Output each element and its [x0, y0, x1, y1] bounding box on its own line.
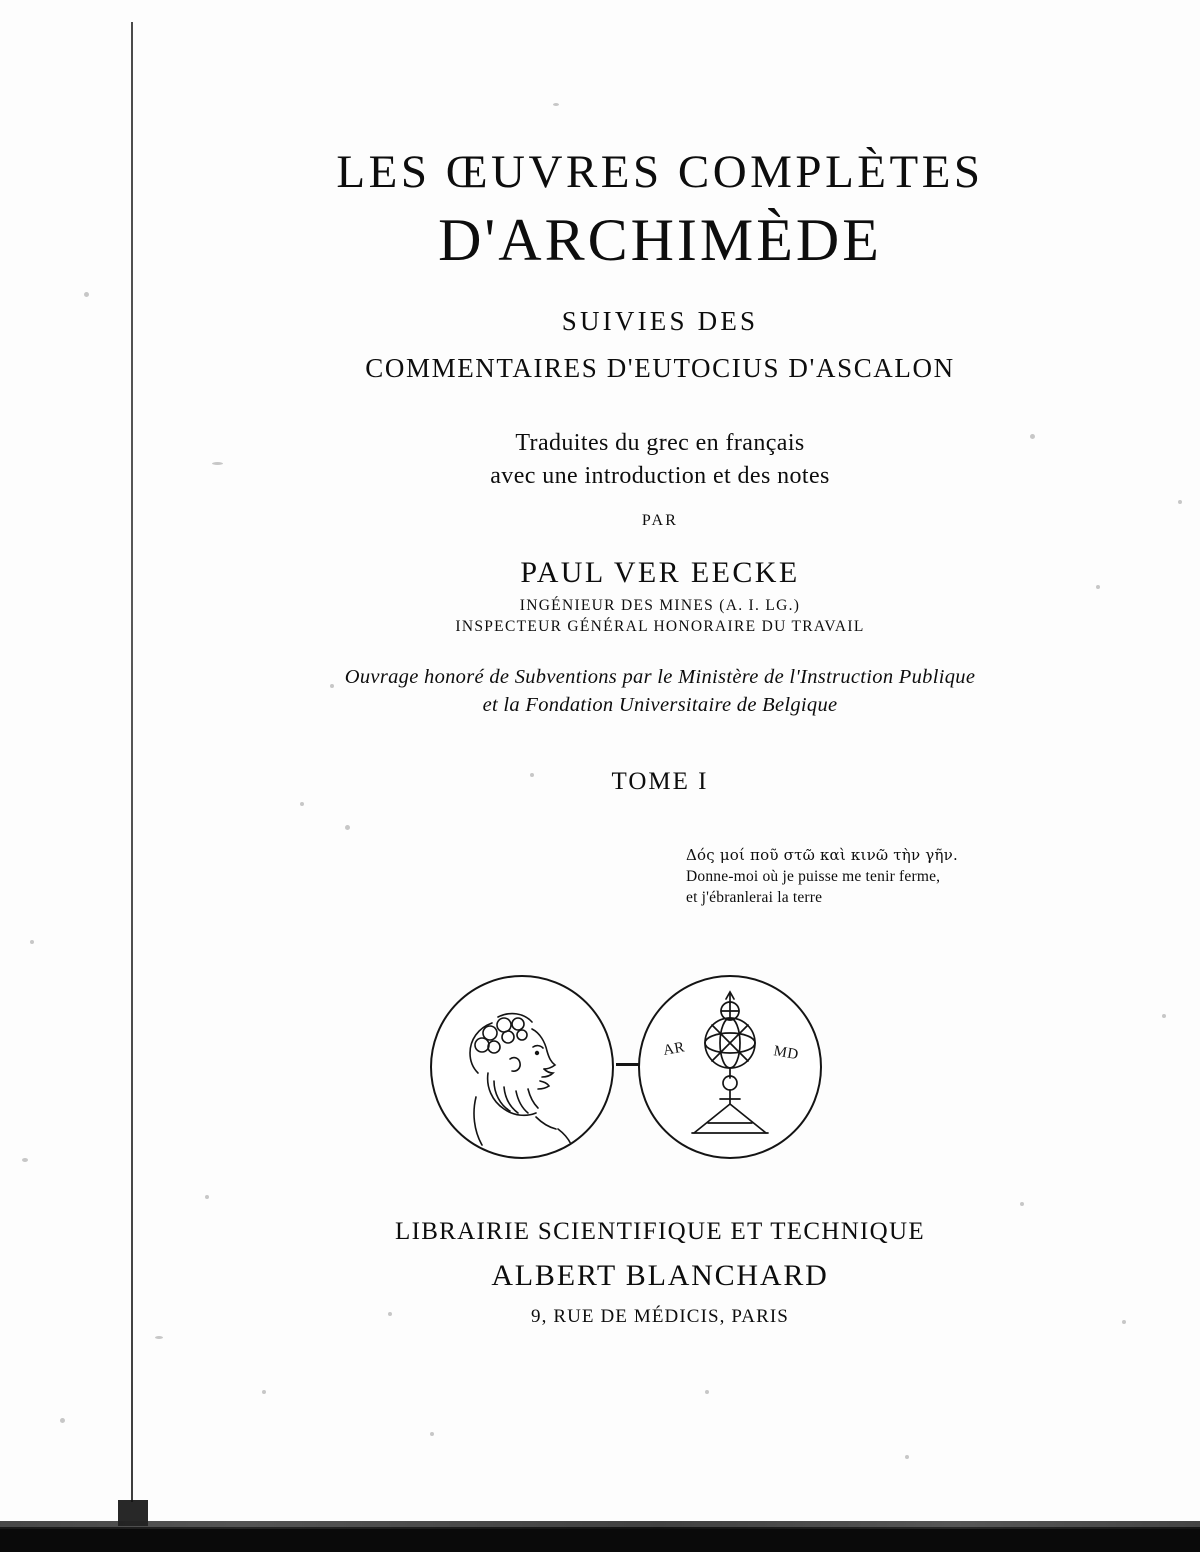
volume-number: TOME I — [611, 767, 709, 795]
publisher-address: 9, RUE DE MÉDICIS, PARIS — [531, 1306, 789, 1327]
archimedes-portrait-medallion-icon — [430, 975, 614, 1159]
subtitle-line-1: SUIVIES DES — [561, 306, 759, 337]
armillary-sphere-medallion-icon — [638, 975, 822, 1159]
scan-bottom-edge — [0, 1527, 1200, 1552]
publisher-name: ALBERT BLANCHARD — [491, 1259, 829, 1292]
scan-speck — [905, 1455, 909, 1459]
scan-speck — [1178, 500, 1182, 504]
scan-speck — [262, 1390, 266, 1394]
scan-speck — [30, 940, 34, 944]
translation-note-line-1: Traduites du grec en français — [515, 430, 805, 457]
title-page-text — [150, 0, 1170, 796]
motto-french-line-2: et j'ébranlerai la terre — [686, 889, 823, 907]
funding-acknowledgement — [150, 664, 1170, 719]
scan-speck — [300, 802, 304, 806]
publisher-emblem — [420, 975, 830, 1185]
page-title-line-1: LES ŒUVRES COMPLÈTES — [336, 146, 984, 198]
subtitle-line-2: COMMENTAIRES D'EUTOCIUS D'ASCALON — [365, 353, 955, 384]
funding-line-2: et la Fondation Universitaire de Belgique — [482, 694, 838, 717]
author-role-line-2: INSPECTEUR GÉNÉRAL HONORAIRE DU TRAVAIL — [455, 618, 865, 636]
scan-speck — [205, 1195, 209, 1199]
scan-speck — [345, 825, 350, 830]
emblem-initial-right: MD — [772, 1043, 800, 1064]
translation-note-line-2: avec une introduction et des notes — [490, 463, 830, 490]
scan-speck — [155, 1336, 163, 1339]
scan-speck — [705, 1390, 709, 1394]
scan-speck — [1020, 1202, 1024, 1206]
scan-speck — [84, 292, 89, 297]
archimedes-motto — [686, 845, 1016, 908]
scan-speck — [60, 1418, 65, 1423]
publisher-imprint — [150, 1218, 1170, 1328]
by-label: PAR — [641, 512, 679, 530]
book-gutter-shadow — [131, 22, 133, 1502]
funding-line-1: Ouvrage honoré de Subventions par le Ministère de l'Instruction Publique — [344, 666, 976, 689]
author-role-line-1: INGÉNIEUR DES MINES (A. I. LG.) — [519, 597, 801, 615]
publisher-line-1: LIBRAIRIE SCIENTIFIQUE ET TECHNIQUE — [395, 1218, 925, 1245]
emblem-initial-left: AR — [661, 1039, 687, 1059]
scan-speck — [430, 1432, 434, 1436]
motto-greek-line: Δός μοί ποῦ στῶ καὶ κινῶ τὴν γῆν. — [686, 846, 958, 864]
scan-speck — [1162, 1014, 1166, 1018]
page-title-line-2: D'ARCHIMÈDE — [438, 207, 882, 274]
author-name: PAUL VER EECKE — [520, 556, 800, 590]
scan-speck — [22, 1158, 28, 1162]
motto-french-line-1: Donne-moi où je puisse me tenir ferme, — [686, 867, 941, 885]
